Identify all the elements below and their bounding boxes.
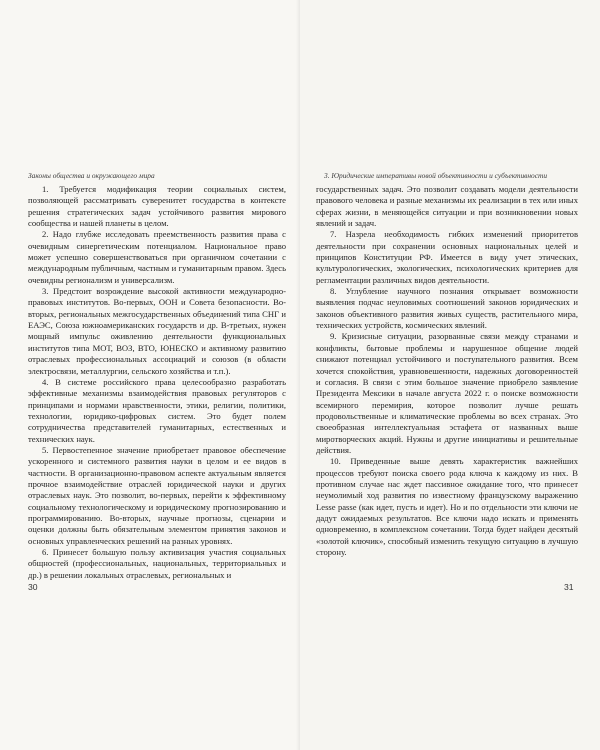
paragraph: 9. Кризисные ситуации, разорванные связи между странами и конфликты, бытовые проблемы и нарушенное общение людей снижают потенциал устойчивого и поступательного развития. Всем хочется спокойствия, уравновешенности, надежных договоренностей и согласия. В связи с этим большое значение приобрело заявление Президента Мексики в начале августа 2022 г. о поиске возможности всемирного перемирия, которое позволит лучше решать продовольственные и климатические проблемы во всех странах. Это своеобразная интеллектуальная эстафета от названных выше миротворческих акций. Нужны и другие инициативы и решительные действия. bbox=[316, 331, 578, 455]
paragraph: 3. Предстоит возрождение высокой активности международно-правовых институтов. Во-первых, ООН и Совета безопасности. Во-вторых, региональных межгосударственных объединений типа СНГ и ЕАЭС, Союза южноамериканских государств и др. В-третьих, нужен мощный импульс оживлению деятельности функциональных институтов типа МОТ, ВОЗ, ВТО, ЮНЕСКО и активному развитию отраслевых профессиональных ассоциаций и союзов (в области электросвязи, металлургии, сельского хозяйства и т.п.). bbox=[28, 286, 286, 376]
body-text bbox=[316, 184, 578, 558]
paragraph: 5. Первостепенное значение приобретает правовое обеспечение ускоренного и системного развития науки в целом и ее видов в частности. В организационно-правовом аспекте актуальным является прочное взаимодействие отраслей юридической науки и других отраслевых наук. Это позволит, во-первых, перейти к эффективному социальному технологическому и юридическому прогнозированию и программированию. Во-вторых, научные прогнозы, сценарии и оценки должны быть обязательным элементом принятия законов и основных управленческих решений на разных уровнях. bbox=[28, 444, 286, 546]
page-number: 31 bbox=[564, 582, 574, 592]
paragraph: 4. В системе российского права целесообразно разработать эффективные механизмы взаимодействия правовых регуляторов с принципами и нормами нравственности, этики, религии, политики, технологии, юридико-цифровых систем. Это будет полем сотрудничества представителей гуманитарных, естественных и технических наук. bbox=[28, 376, 286, 444]
paragraph: 6. Принесет большую пользу активизация участия социальных общностей (профессиональных, национальных, территориальных и др.) в решении локальных отраслевых, региональных и bbox=[28, 547, 286, 580]
paragraph: 10. Приведенные выше девять характеристик важнейших процессов требуют поиска своего рода ключа к каждому из них. В противном случае нас ждет пассивное ожидание того, что принесет неумолимый ход развития по известному французскому выражению Lesse passe (как идет, пусть и идет). Но и по отдельности эти ключи не дадут ожидаемых результатов. Все ключи надо искать и применять одновременно, в комплексном сочетании. Тогда будет найден десятый «золотой ключик», способный изменить текущую ситуацию в лучшую сторону. bbox=[316, 456, 578, 557]
running-header: 3. Юридические императивы новой объективности и субъективности bbox=[324, 171, 548, 180]
page-number: 30 bbox=[28, 582, 38, 592]
running-header: Законы общества и окружающего мира bbox=[28, 171, 155, 180]
paragraph-continuation: государственных задач. Это позволит создавать модели деятельности правового человека и разные механизмы их реализации в тех или иных сферах жизни, в меняющейся ситуации и при возникновении новых явлений и задач. bbox=[316, 184, 578, 229]
right-page bbox=[300, 0, 600, 750]
paragraph: 1. Требуется модификация теории социальных систем, позволяющей рассматривать суверенитет государства в контексте решения стратегических задач устойчивого развития мирового сообщества и нашей планеты в целом. bbox=[28, 184, 286, 229]
paragraph: 8. Углубление научного познания открывает возможности выявления подчас неуловимых соотношений законов юридических и законов объективного развития живых существ, растительного мира, технических устройств, космических явлений. bbox=[316, 286, 578, 331]
paragraph: 7. Назрела необходимость гибких изменений приоритетов деятельности при сохранении основных национальных целей и принципов Конституции РФ. Имеется в виду учет этических, культурологических, экологических, психологических критериев для регламентации различных видов деятельности. bbox=[316, 229, 578, 285]
body-text bbox=[28, 184, 286, 581]
paragraph: 2. Надо глубже исследовать преемственность развития права с очевидным синергетическим потенциалом. Национальное право может успешно совершенствоваться при органичном сочетании с международным публичным, частным и гуманитарным правом. Здесь очевидны регионализм и универсализм. bbox=[28, 229, 286, 285]
